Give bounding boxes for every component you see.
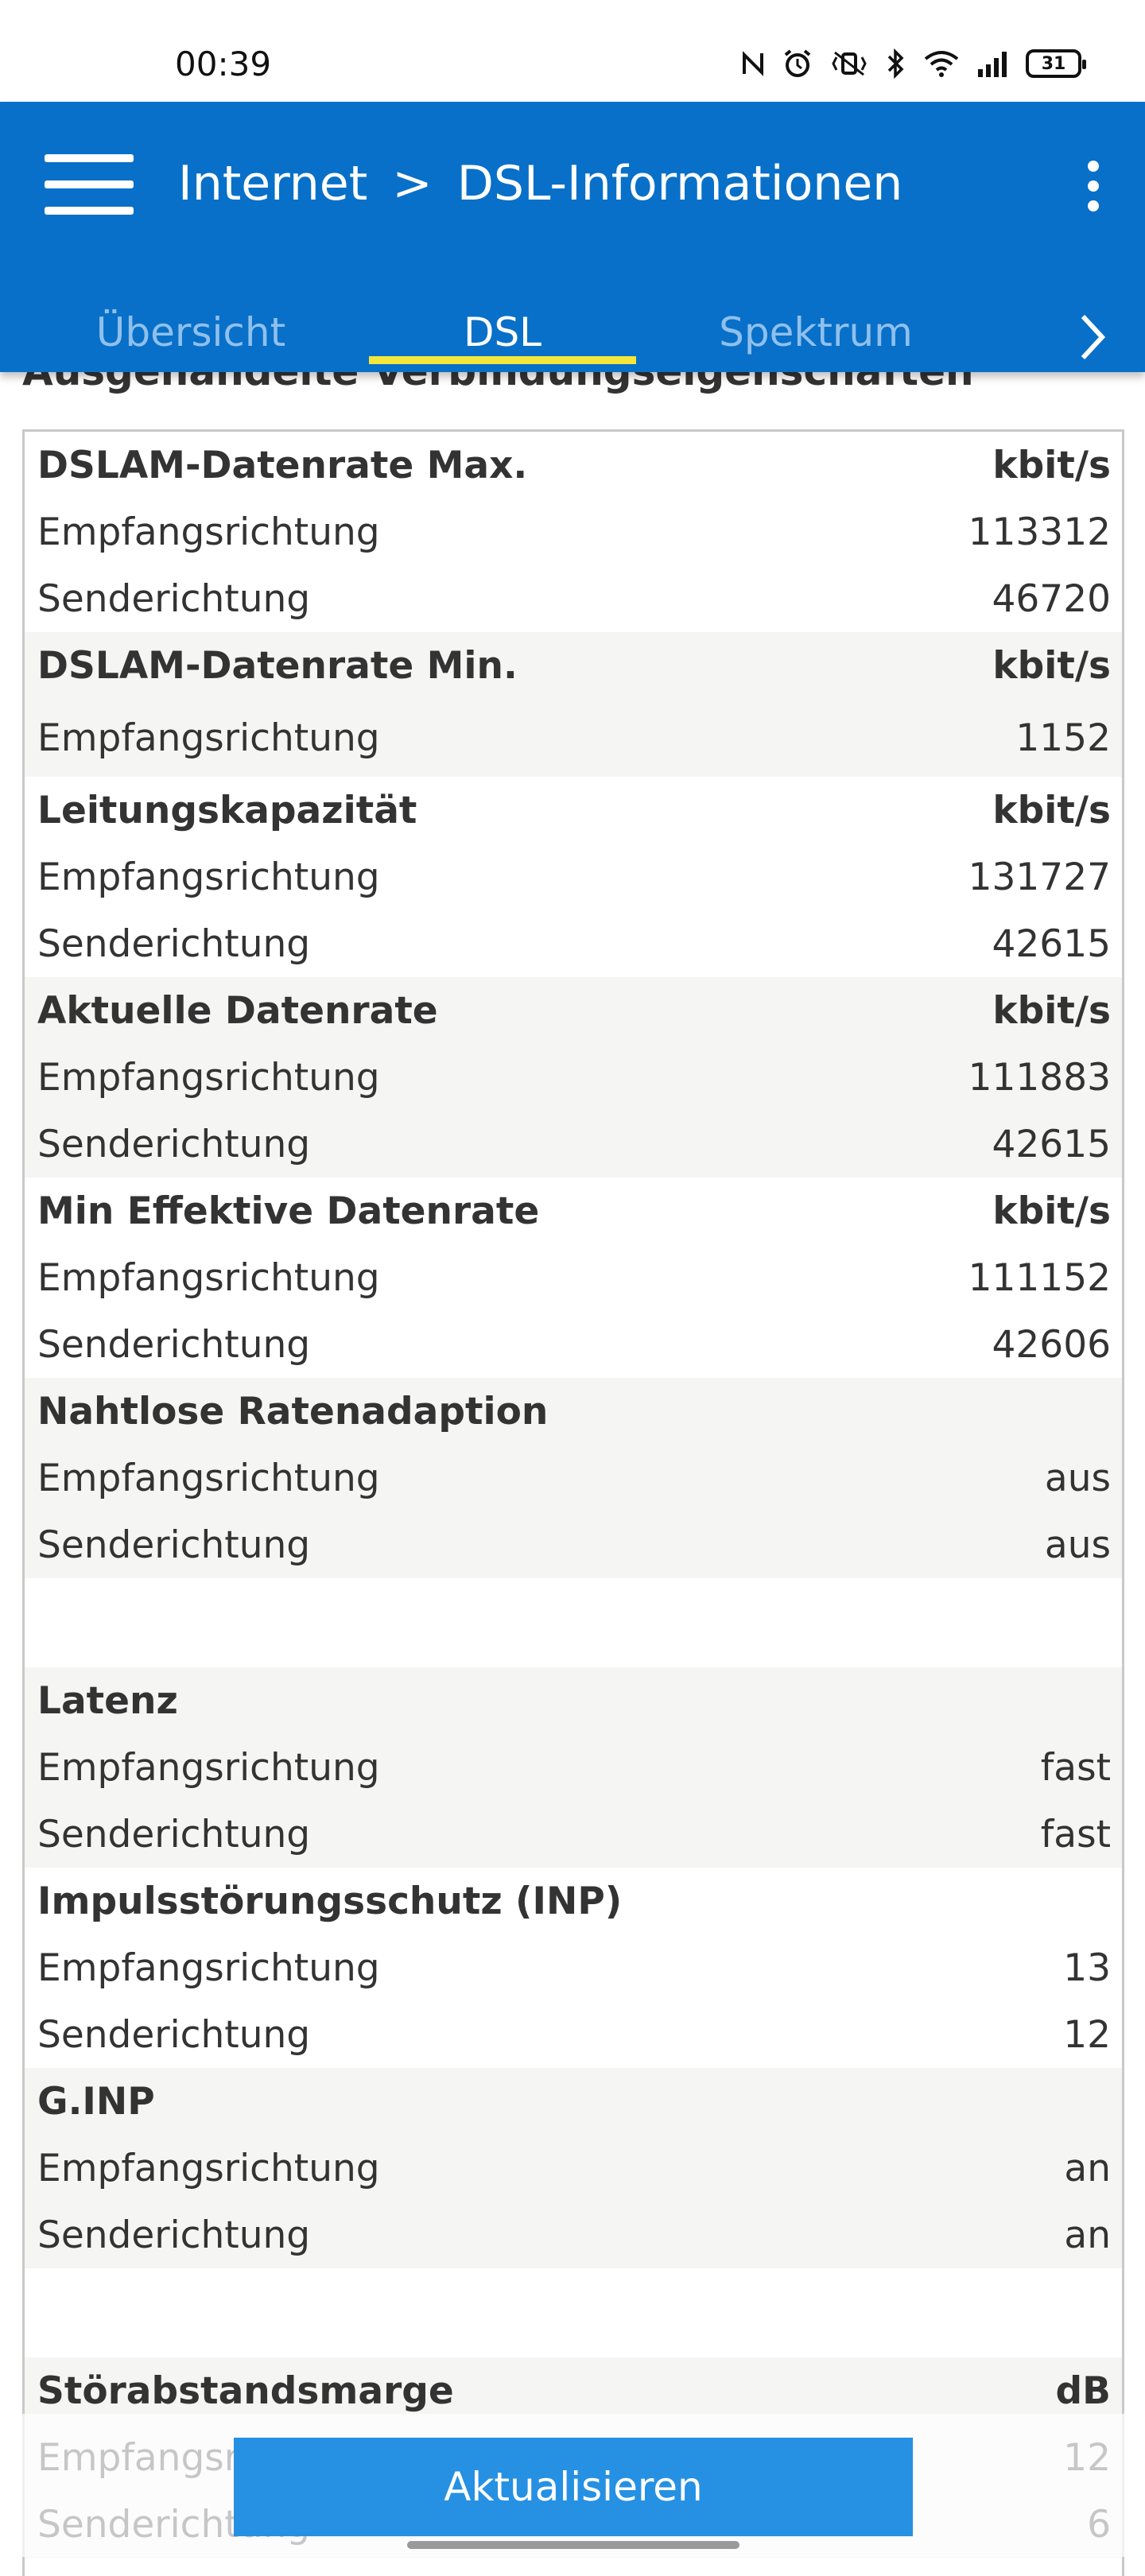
row-label: Empfangsrichtung [37, 855, 380, 899]
row-label: Empfangsrichtung [37, 1255, 380, 1300]
app-bar [0, 102, 1145, 372]
breadcrumb-current: DSL-Informationen [456, 156, 903, 211]
group-unit: kbit/s [992, 1189, 1111, 1233]
group-title: DSLAM-Datenrate Max. [37, 443, 528, 487]
row-label: Senderichtung [37, 1322, 311, 1367]
row-value: aus [1044, 1523, 1111, 1567]
table-spacer [25, 1578, 1122, 1667]
group-unit: kbit/s [992, 988, 1111, 1033]
row-value: 42606 [992, 1322, 1111, 1367]
home-indicator[interactable] [407, 2541, 739, 2549]
wifi-icon [924, 49, 959, 78]
group-dslam-min [25, 632, 1122, 777]
status-icons [741, 45, 1081, 83]
row-value: 42615 [992, 921, 1111, 966]
row-value: 131727 [968, 855, 1111, 899]
update-button[interactable]: Aktualisieren [234, 2438, 913, 2536]
row-value: fast [1040, 1812, 1111, 1856]
vibrate-icon [830, 49, 868, 78]
group-title: Impulsstörungsschutz (INP) [37, 1879, 623, 1923]
bluetooth-icon [886, 48, 906, 79]
group-title: Nahtlose Ratenadaption [37, 1389, 549, 1433]
page-title [178, 156, 902, 211]
tab-dsl[interactable]: DSL [369, 277, 636, 372]
group-title: Leitungskapazität [37, 788, 417, 832]
row-value: aus [1044, 1456, 1111, 1500]
status-time: 00:39 [175, 45, 272, 83]
breadcrumb-internet[interactable]: Internet [178, 156, 368, 211]
row-value: an [1064, 2146, 1111, 2190]
tab-bar [0, 277, 1145, 372]
group-ginp [25, 2068, 1122, 2268]
group-title: Aktuelle Datenrate [37, 988, 438, 1033]
group-latenz [25, 1667, 1122, 1868]
alarm-icon [782, 48, 813, 79]
battery-icon: 31 [1026, 49, 1081, 78]
row-value: an [1064, 2213, 1111, 2257]
row-label: Empfangsrichtung [37, 1456, 380, 1500]
row-value: 111883 [968, 1055, 1111, 1100]
nfc-icon [741, 50, 765, 77]
row-label: Senderichtung [37, 1122, 311, 1166]
row-value: 1152 [1015, 716, 1111, 760]
row-label: Empfangsrichtung [37, 716, 380, 760]
row-value: 113312 [968, 510, 1111, 554]
menu-icon[interactable] [45, 151, 134, 218]
breadcrumb-separator: > [392, 156, 433, 211]
group-nahtlose-ratenadaption [25, 1378, 1122, 1578]
row-label: Senderichtung [37, 1812, 311, 1856]
signal-icon [976, 50, 1008, 77]
group-unit: kbit/s [992, 643, 1111, 688]
row-label: Empfangsrichtung [37, 2146, 380, 2190]
group-unit: dB [1055, 2368, 1111, 2413]
row-label: Empfangsrichtung [37, 1055, 380, 1100]
group-title: Störabstandsmarge [37, 2368, 454, 2413]
dsl-info-table [22, 429, 1124, 2576]
group-title: Min Effektive Datenrate [37, 1189, 540, 1233]
row-label: Senderichtung [37, 921, 311, 966]
row-label: Senderichtung [37, 2012, 311, 2057]
chevron-right-icon[interactable] [1073, 305, 1113, 369]
table-spacer [25, 2268, 1122, 2357]
group-min-effektive-datenrate [25, 1177, 1122, 1378]
row-value: 46720 [992, 576, 1111, 621]
group-dslam-max [25, 432, 1122, 632]
row-label: Empfangsrichtung [37, 510, 380, 554]
group-title: G.INP [37, 2079, 155, 2124]
group-inp [25, 1868, 1122, 2068]
group-title: Latenz [37, 1678, 178, 1723]
row-value: 111152 [968, 1255, 1111, 1300]
tab-spektrum[interactable]: Spektrum [719, 309, 913, 355]
group-aktuelle-datenrate [25, 977, 1122, 1177]
row-label: Senderichtung [37, 2213, 311, 2257]
row-label: Empfangsrichtung [37, 1946, 380, 1990]
row-label: Senderichtung [37, 1523, 311, 1567]
row-value: fast [1040, 1745, 1111, 1790]
status-bar [0, 0, 1145, 102]
row-label: Senderichtung [37, 576, 311, 621]
group-title: DSLAM-Datenrate Min. [37, 643, 518, 688]
more-options-icon[interactable] [1073, 157, 1113, 215]
row-value: 12 [1063, 2012, 1111, 2057]
group-unit: kbit/s [992, 443, 1111, 487]
group-unit: kbit/s [992, 788, 1111, 832]
group-leitungskapazitaet [25, 777, 1122, 977]
tab-uebersicht[interactable]: Übersicht [95, 309, 286, 355]
row-value: 13 [1063, 1946, 1111, 1990]
row-value: 42615 [992, 1122, 1111, 1166]
row-label: Empfangsrichtung [37, 1745, 380, 1790]
